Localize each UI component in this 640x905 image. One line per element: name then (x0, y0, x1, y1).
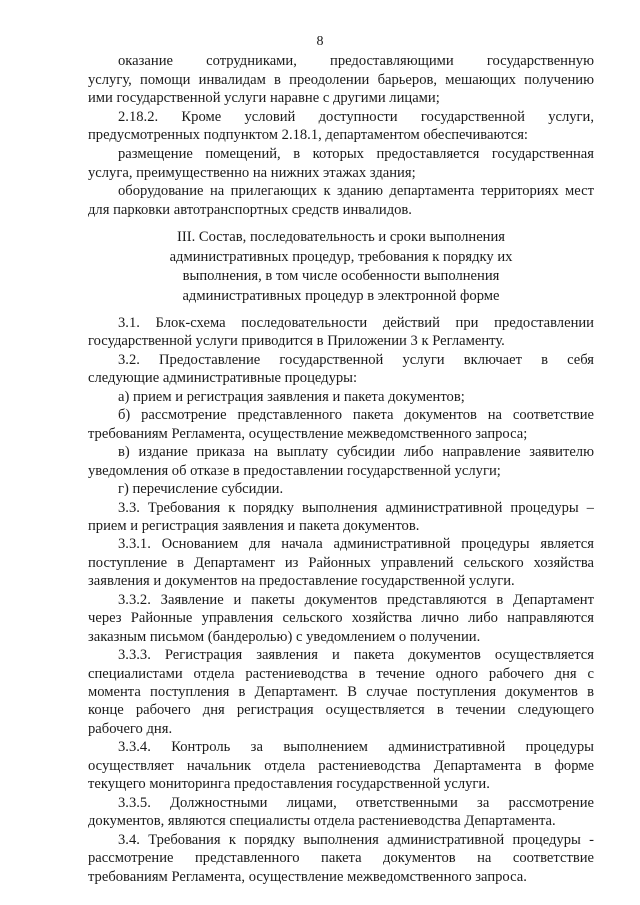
text-line: требованиям Регламента, осуществление межведомственного запроса. (88, 868, 527, 885)
text-line: оборудование на прилегающих к зданию департамента территориях мест (118, 183, 594, 200)
text-line: заказным письмом (бандеролью) с уведомлением о получении. (88, 628, 481, 645)
text-line: документов, являются специалисты отдела растениеводства Департамента. (88, 813, 556, 830)
text-line: б) рассмотрение представленного пакета документов на соответствие (118, 407, 594, 424)
section-heading-line: выполнения, в том числе особенности выполнения (182, 268, 500, 284)
text-line: размещение помещений, в которых предоставляется государственная (118, 146, 594, 162)
text-line: следующие административные процедуры: (88, 370, 358, 387)
text-line: поступление в Департамент из Районных управлений сельского хозяйства (88, 554, 594, 571)
page-number: 8 (316, 34, 324, 49)
text-line: оказание сотрудниками, предоставляющими государственную (118, 53, 594, 69)
text-line: 3.3.3. Регистрация заявления и пакета документов осуществляется (118, 647, 594, 664)
text-line: 3.3. Требования к порядку выполнения административной процедуры – (118, 499, 594, 516)
text-line: услугу, помощи инвалидам в преодолении барьеров, мешающих получению (88, 71, 594, 88)
text-line: рассмотрение представленного пакета документов на соответствие (88, 850, 594, 867)
text-line: осуществляет начальник отдела растениеводства Департамента в форме (88, 757, 594, 774)
text-line: услуга, преимущественно на нижних этажах здания; (88, 164, 416, 181)
text-line: в) издание приказа на выплату субсидии либо направление заявителю (118, 444, 594, 461)
text-line: 2.18.2. Кроме условий доступности государственной услуги, (118, 108, 594, 125)
text-line: 3.3.2. Заявление и пакеты документов представляются в Департамент (118, 591, 594, 608)
text-line: г) перечисление субсидии. (118, 481, 284, 498)
text-line: 3.2. Предоставление государственной услуги включает в себя (118, 351, 594, 368)
text-line: прием и регистрация заявления и пакета документов. (88, 517, 420, 534)
text-line: через Районные управления сельского хозяйства лично либо направляются (88, 610, 594, 627)
text-line: 3.3.4. Контроль за выполнением административной процедуры (118, 739, 594, 756)
text-line: ими государственной услуги наравне с другими лицами; (88, 90, 440, 107)
text-line: 3.4. Требования к порядку выполнения административной процедуры - (118, 831, 594, 848)
text-line: а) прием и регистрация заявления и пакета документов; (118, 388, 465, 405)
text-line: момента поступления в Департамент. В случае поступления документов в (88, 684, 594, 700)
section-heading-line: административных процедур в электронной форме (182, 287, 500, 304)
section-heading-line: административных процедур, требования к порядку их (169, 248, 513, 265)
text-line: конце рабочего дня регистрация осуществляется в течении следующего (88, 702, 594, 719)
text-line: государственной услуги приводится в Приложении 3 к Регламенту. (88, 333, 505, 350)
text-line: предусмотренных подпунктом 2.18.1, департаментом обеспечиваются: (88, 127, 528, 144)
text-line: рабочего дня. (88, 720, 173, 737)
text-line: 3.3.1. Основанием для начала административной процедуры является (118, 536, 594, 553)
text-line: 3.1. Блок-схема последовательности действий при предоставлении (118, 315, 594, 331)
text-line: заявления и документов на предоставление государственной услуги. (88, 573, 515, 590)
section-heading-line: III. Состав, последовательность и сроки выполнения (176, 229, 506, 245)
text-line: 3.3.5. Должностными лицами, ответственными за рассмотрение (118, 794, 594, 811)
text-line: требованиям Регламента, осуществление межведомственного запроса; (88, 425, 528, 442)
text-line: уведомления об отказе в предоставлении государственной услуги; (88, 462, 501, 479)
text-line: специалистами отдела растениеводства в течение одного рабочего дня с (88, 665, 594, 682)
text-line: текущего мониторинга предоставления государственной услуги. (88, 776, 490, 793)
text-line: для парковки автотранспортных средств инвалидов. (88, 201, 412, 218)
